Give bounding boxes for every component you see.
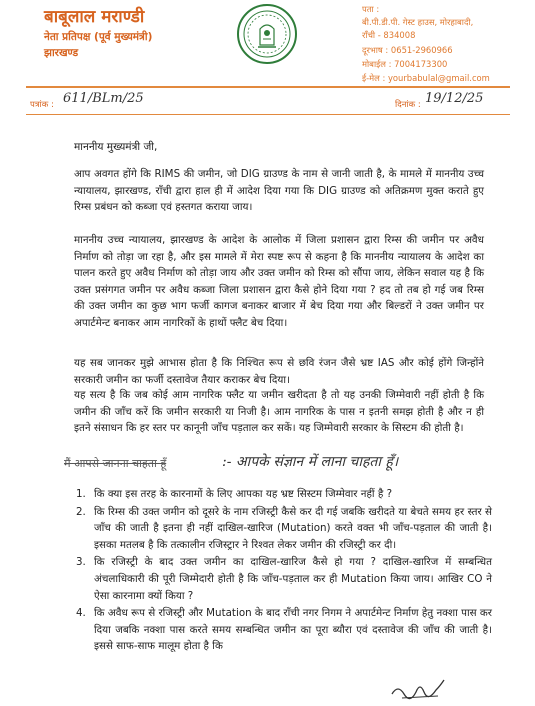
- date-value: 19/12/25: [425, 91, 484, 106]
- paragraph-1: आप अवगत होंगे कि RIMS की जमीन, जो DIG ग्राउण्ड के नाम से जानी जाती है, के मामले में माननीय उच्च न्यायालय, झारखण्ड, राँची द्वारा हाल ही में आदेश दिया गया कि DIG ग्राउण्ड को अतिक्रमण मुक्त कराते हुए रिम्स प्रबंधन को कब्जा एवं हस्तगत कराया जाय।: [74, 168, 484, 214]
- mobile-line: मोबाईल : 7004173300: [362, 59, 448, 69]
- paragraph-2: माननीय उच्च न्यायालय, झारखण्ड के आदेश के आलोक में जिला प्रशासन द्वारा रिम्स की जमीन पर अवैध निर्माण को तोड़ा जा रहा है, और इस मामले में मेरा स्पष्ट रूप से कहना है कि माननीय न्यायालय के आदेश का पालन करते हुए अवैध निर्माण को तोड़ा जाय और उक्त जमीन को रिम्स को सौंपा जाय, लेकिन सवाल यह है कि उक्त प्रसंगगत जमीन पर अवैध कब्जा जिला प्रशासन द्वारा कैसे होने दिया गया ? हद तो तब हो गई जब रिम्स की उक्त जमीन का कुछ भाग फर्जी कागज बनाकर बाजार में बेच दिया गया और बिल्डरों ने उक्त जमीन पर अपार्टमेन्ट बनाकर आम नागरिकों के हाथों फ्लैट बेच दिया।: [74, 234, 484, 329]
- list-item-number: 4.: [76, 607, 86, 620]
- list-item: [76, 486, 492, 503]
- list-item-text: कि रिम्स की उक्त जमीन को दूसरे के नाम रजिस्ट्री कैसे कर दी गई जबकि खरीदते या बेचते समय हर स्तर से जाँच की जाती है इतना ही नहीं दाखिल-खारिज (Mutation) करते वक्त भी जाँच-पड़ताल की जाती है। इसका मतलब है कि तत्कालीन रजिस्ट्रार ने रिश्वत लेकर जमीन की रजिस्ट्री कर दी।: [94, 505, 492, 551]
- question-list: [76, 486, 492, 656]
- list-item-number: 3.: [76, 556, 86, 569]
- list-item-text: कि रजिस्ट्री के बाद उक्त जमीन का दाखिल-खारिज कैसे हो गया ? दाखिल-खारिज में सम्बन्धित अंचलाधिकारी की पूरी जिम्मेदारी होती है कि जाँच-पड़ताल कर ही Mutation किया जाय। आखिर CO ने ऐसा कारनामा क्यों किया ?: [94, 556, 492, 602]
- header-rule: [26, 86, 510, 88]
- date-label: दिनांक :: [395, 100, 421, 110]
- phone-line: दूरभाष : 0651-2960966: [362, 45, 453, 55]
- salutation: माननीय मुख्यमंत्री जी,: [74, 141, 158, 153]
- paragraph-3: यह सब जानकर मुझे आभास होता है कि निश्चित रूप से छवि रंजन जैसे भ्रष्ट IAS और कोई होंगे जिन्होंने सरकारी जमीन का फर्जी दस्तावेज तैयार कराकर बेच दिया।: [74, 357, 484, 386]
- list-item-number: 2.: [76, 505, 86, 518]
- ref-label: पत्रांक :: [30, 100, 54, 110]
- address-line-2: राँची - 834008: [362, 30, 416, 40]
- sender-state: झारखण्ड: [44, 47, 79, 59]
- sender-designation: नेता प्रतिपक्ष (पूर्व मुख्यमंत्री): [44, 31, 153, 43]
- list-item: [76, 504, 492, 554]
- struck-out-text: मैं आपसे जानना चाहता हूँ: [64, 457, 167, 470]
- sender-name: बाबूलाल मराण्डी: [44, 7, 145, 27]
- address-label: पता :: [362, 4, 380, 14]
- jharkhand-government-seal-icon: [236, 3, 298, 65]
- list-item-text: कि क्या इस तरह के कारनामों के लिए आपका यह भ्रष्ट सिस्टम जिम्मेवार नहीं है ?: [94, 488, 393, 500]
- list-item: [76, 554, 492, 604]
- list-item-number: 1.: [76, 488, 86, 500]
- ref-rule: [26, 114, 510, 115]
- list-item: [76, 605, 492, 655]
- ref-number: 611/BLm/25: [63, 91, 144, 106]
- list-item-text: कि अवैध रूप से रजिस्ट्री और Mutation के बाद राँची नगर निगम ने अपार्टमेन्ट निर्माण हेतु नक्शा पास कर दिया जबकि नक्शा पास करते समय सम्बन्धित जमीन का पूरा ब्यौरा एवं दस्तावेज की जाँच की जाती है। इससे साफ-साफ मालूम होता है कि: [94, 607, 492, 653]
- email-line: ई-मेल : yourbabulal@gmail.com: [362, 73, 490, 83]
- address-line-1: बी.पी.डी.पी. गेस्ट हाउस, मोरहाबादी,: [362, 17, 474, 27]
- paragraph-4: यह सत्य है कि जब कोई आम नागरिक फ्लैट या जमीन खरीदता है तो यह उनकी जिम्मेवारी नहीं होती है कि जमीन की जाँच करें कि जमीन सरकारी या निजी है। आम नागरिक के पास न इतनी समझ होती है और न ही इतने संसाधन कि हर स्तर पर कानूनी जाँच पड़ताल कर सकें। यह जिम्मेवारी सरकार के सिस्टम की होती है।: [74, 389, 484, 435]
- signature-mark: [388, 676, 448, 704]
- handwritten-note: :- आपके संज्ञान में लाना चाहता हूँ।: [222, 454, 399, 470]
